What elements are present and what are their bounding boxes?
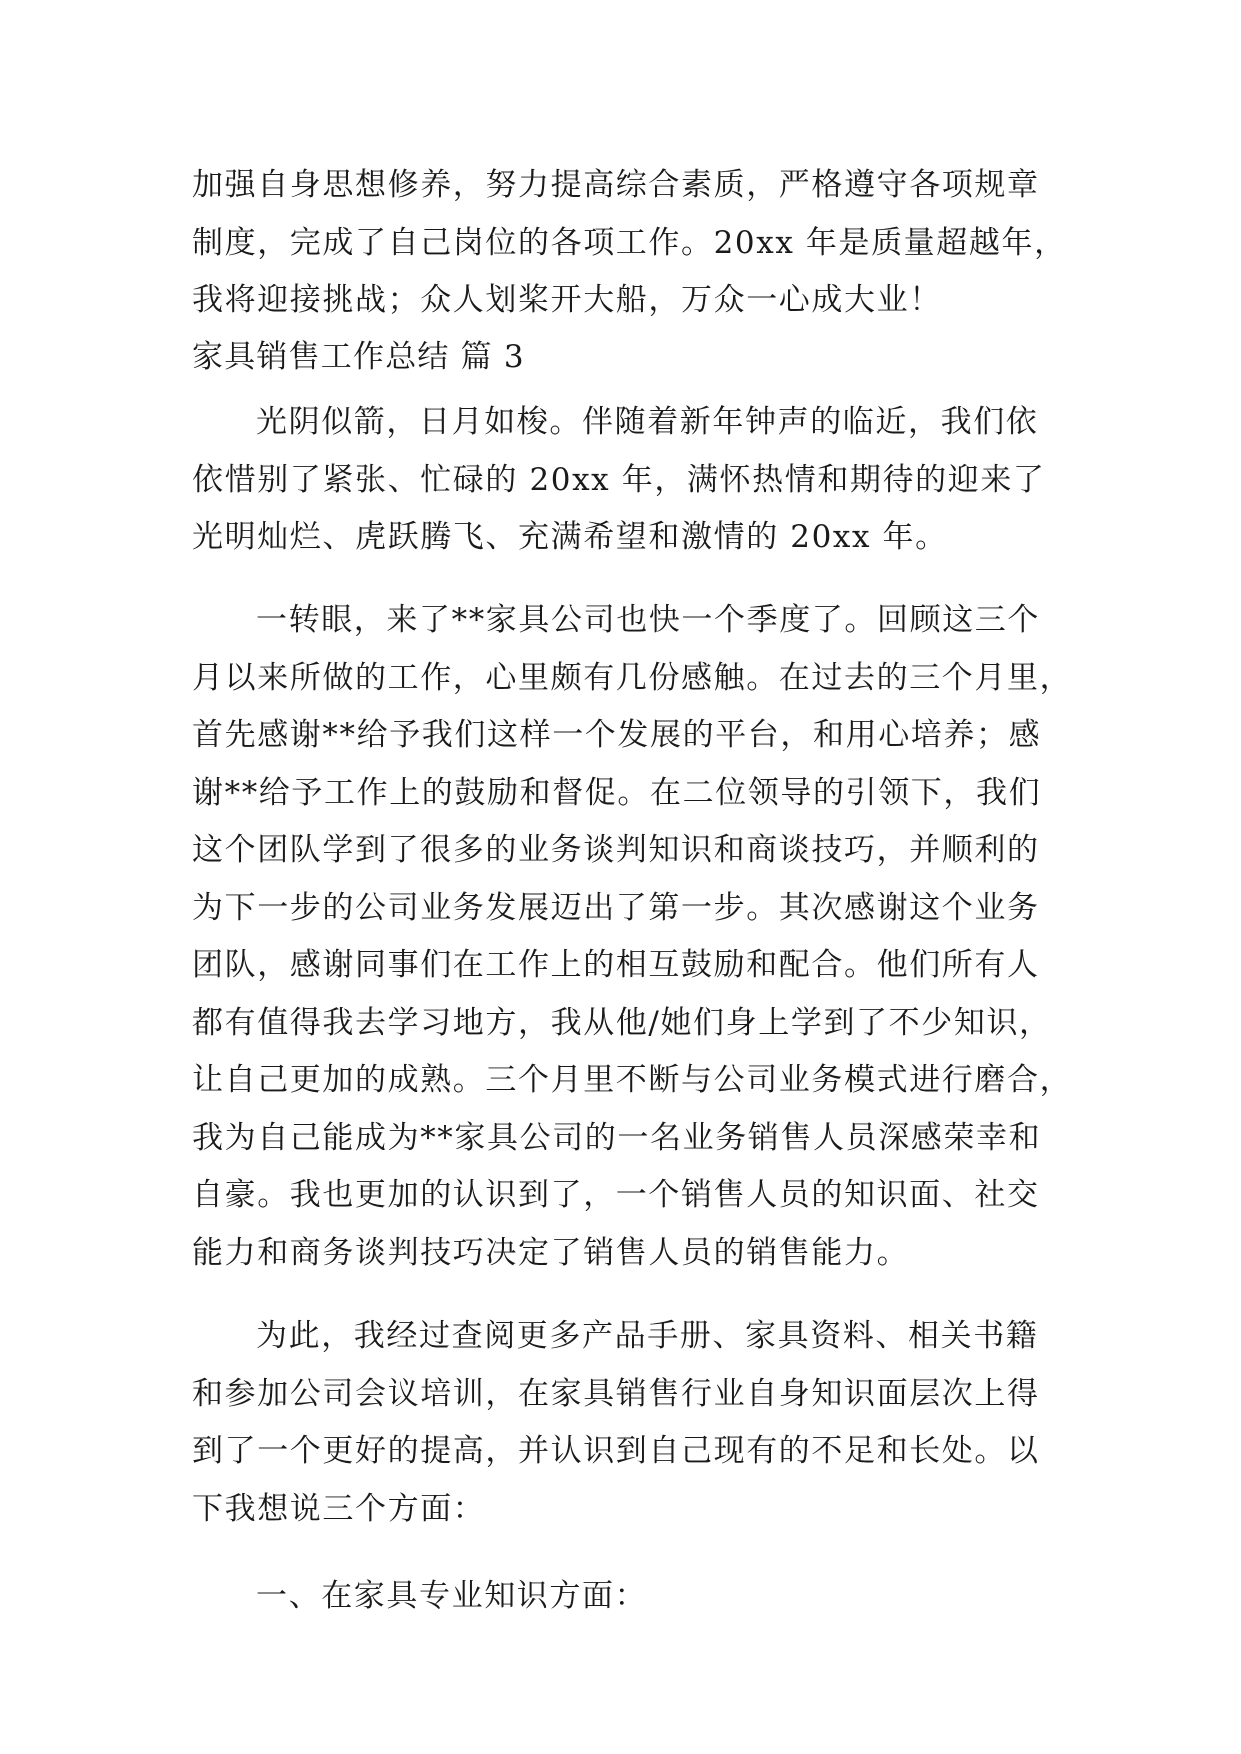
text-line: 制度，完成了自己岗位的各项工作。20xx 年是质量超越年， (192, 224, 1067, 261)
paragraph-1 (192, 394, 1072, 567)
text-line: 加强自身思想修养，努力提高综合素质，严格遵守各项规章 (192, 167, 1040, 203)
text-line: 团队，感谢同事们在工作上的相互鼓励和配合。他们所有人 (192, 947, 1040, 983)
section-title: 家具销售工作总结 篇 3 (192, 339, 525, 375)
text-line: 谢**给予工作上的鼓励和督促。在二位领导的引领下，我们 (192, 774, 1042, 811)
text-line: 一转眼，来了**家具公司也快一个季度了。回顾这三个 (256, 602, 1040, 638)
text-line: 为此，我经过查阅更多产品手册、家具资料、相关书籍 (256, 1318, 1039, 1354)
text-line: 自豪。我也更加的认识到了，一个销售人员的知识面、社交 (192, 1177, 1040, 1213)
text-line: 让自己更加的成熟。三个月里不断与公司业务模式进行磨合， (192, 1062, 1073, 1098)
text-line: 光明灿烂、虎跃腾飞、充满希望和激情的 20xx 年。 (192, 519, 948, 555)
paragraph-3 (192, 1308, 1072, 1538)
text-line: 我为自己能成为**家具公司的一名业务销售人员深感荣幸和 (192, 1119, 1042, 1156)
continued-paragraph (192, 157, 1072, 330)
text-line: 这个团队学到了很多的业务谈判知识和商谈技巧，并顺利的 (192, 832, 1040, 868)
text-line: 首先感谢**给予我们这样一个发展的平台，和用心培养；感 (192, 717, 1042, 753)
text-line: 能力和商务谈判技巧决定了销售人员的销售能力。 (192, 1234, 910, 1271)
text-line: 我将迎接挑战；众人划桨开大船，万众一心成大业！ (192, 282, 942, 318)
text-line: 下我想说三个方面： (192, 1490, 486, 1527)
section-title-block (192, 329, 1072, 387)
text-line: 都有值得我去学习地方，我从他/她们身上学到了不少知识， (192, 1004, 1052, 1041)
text-line: 和参加公司会议培训，在家具销售行业自身知识面层次上得 (192, 1375, 1040, 1412)
text-line: 依惜别了紧张、忙碌的 20xx 年，满怀热情和期待的迎来了 (192, 461, 1046, 498)
text-line: 为下一步的公司业务发展迈出了第一步。其次感谢这个业务 (192, 889, 1040, 926)
text-line: 光阴似箭，日月如梭。伴随着新年钟声的临近，我们依 (256, 404, 1039, 440)
subheading: 一、在家具专业知识方面： (256, 1578, 648, 1614)
paragraph-2 (192, 592, 1072, 1282)
text-line: 到了一个更好的提高，并认识到自己现有的不足和长处。以 (192, 1433, 1040, 1469)
subheading-block (192, 1568, 1072, 1626)
text-line: 月以来所做的工作，心里颇有几份感触。在过去的三个月里， (192, 659, 1073, 696)
